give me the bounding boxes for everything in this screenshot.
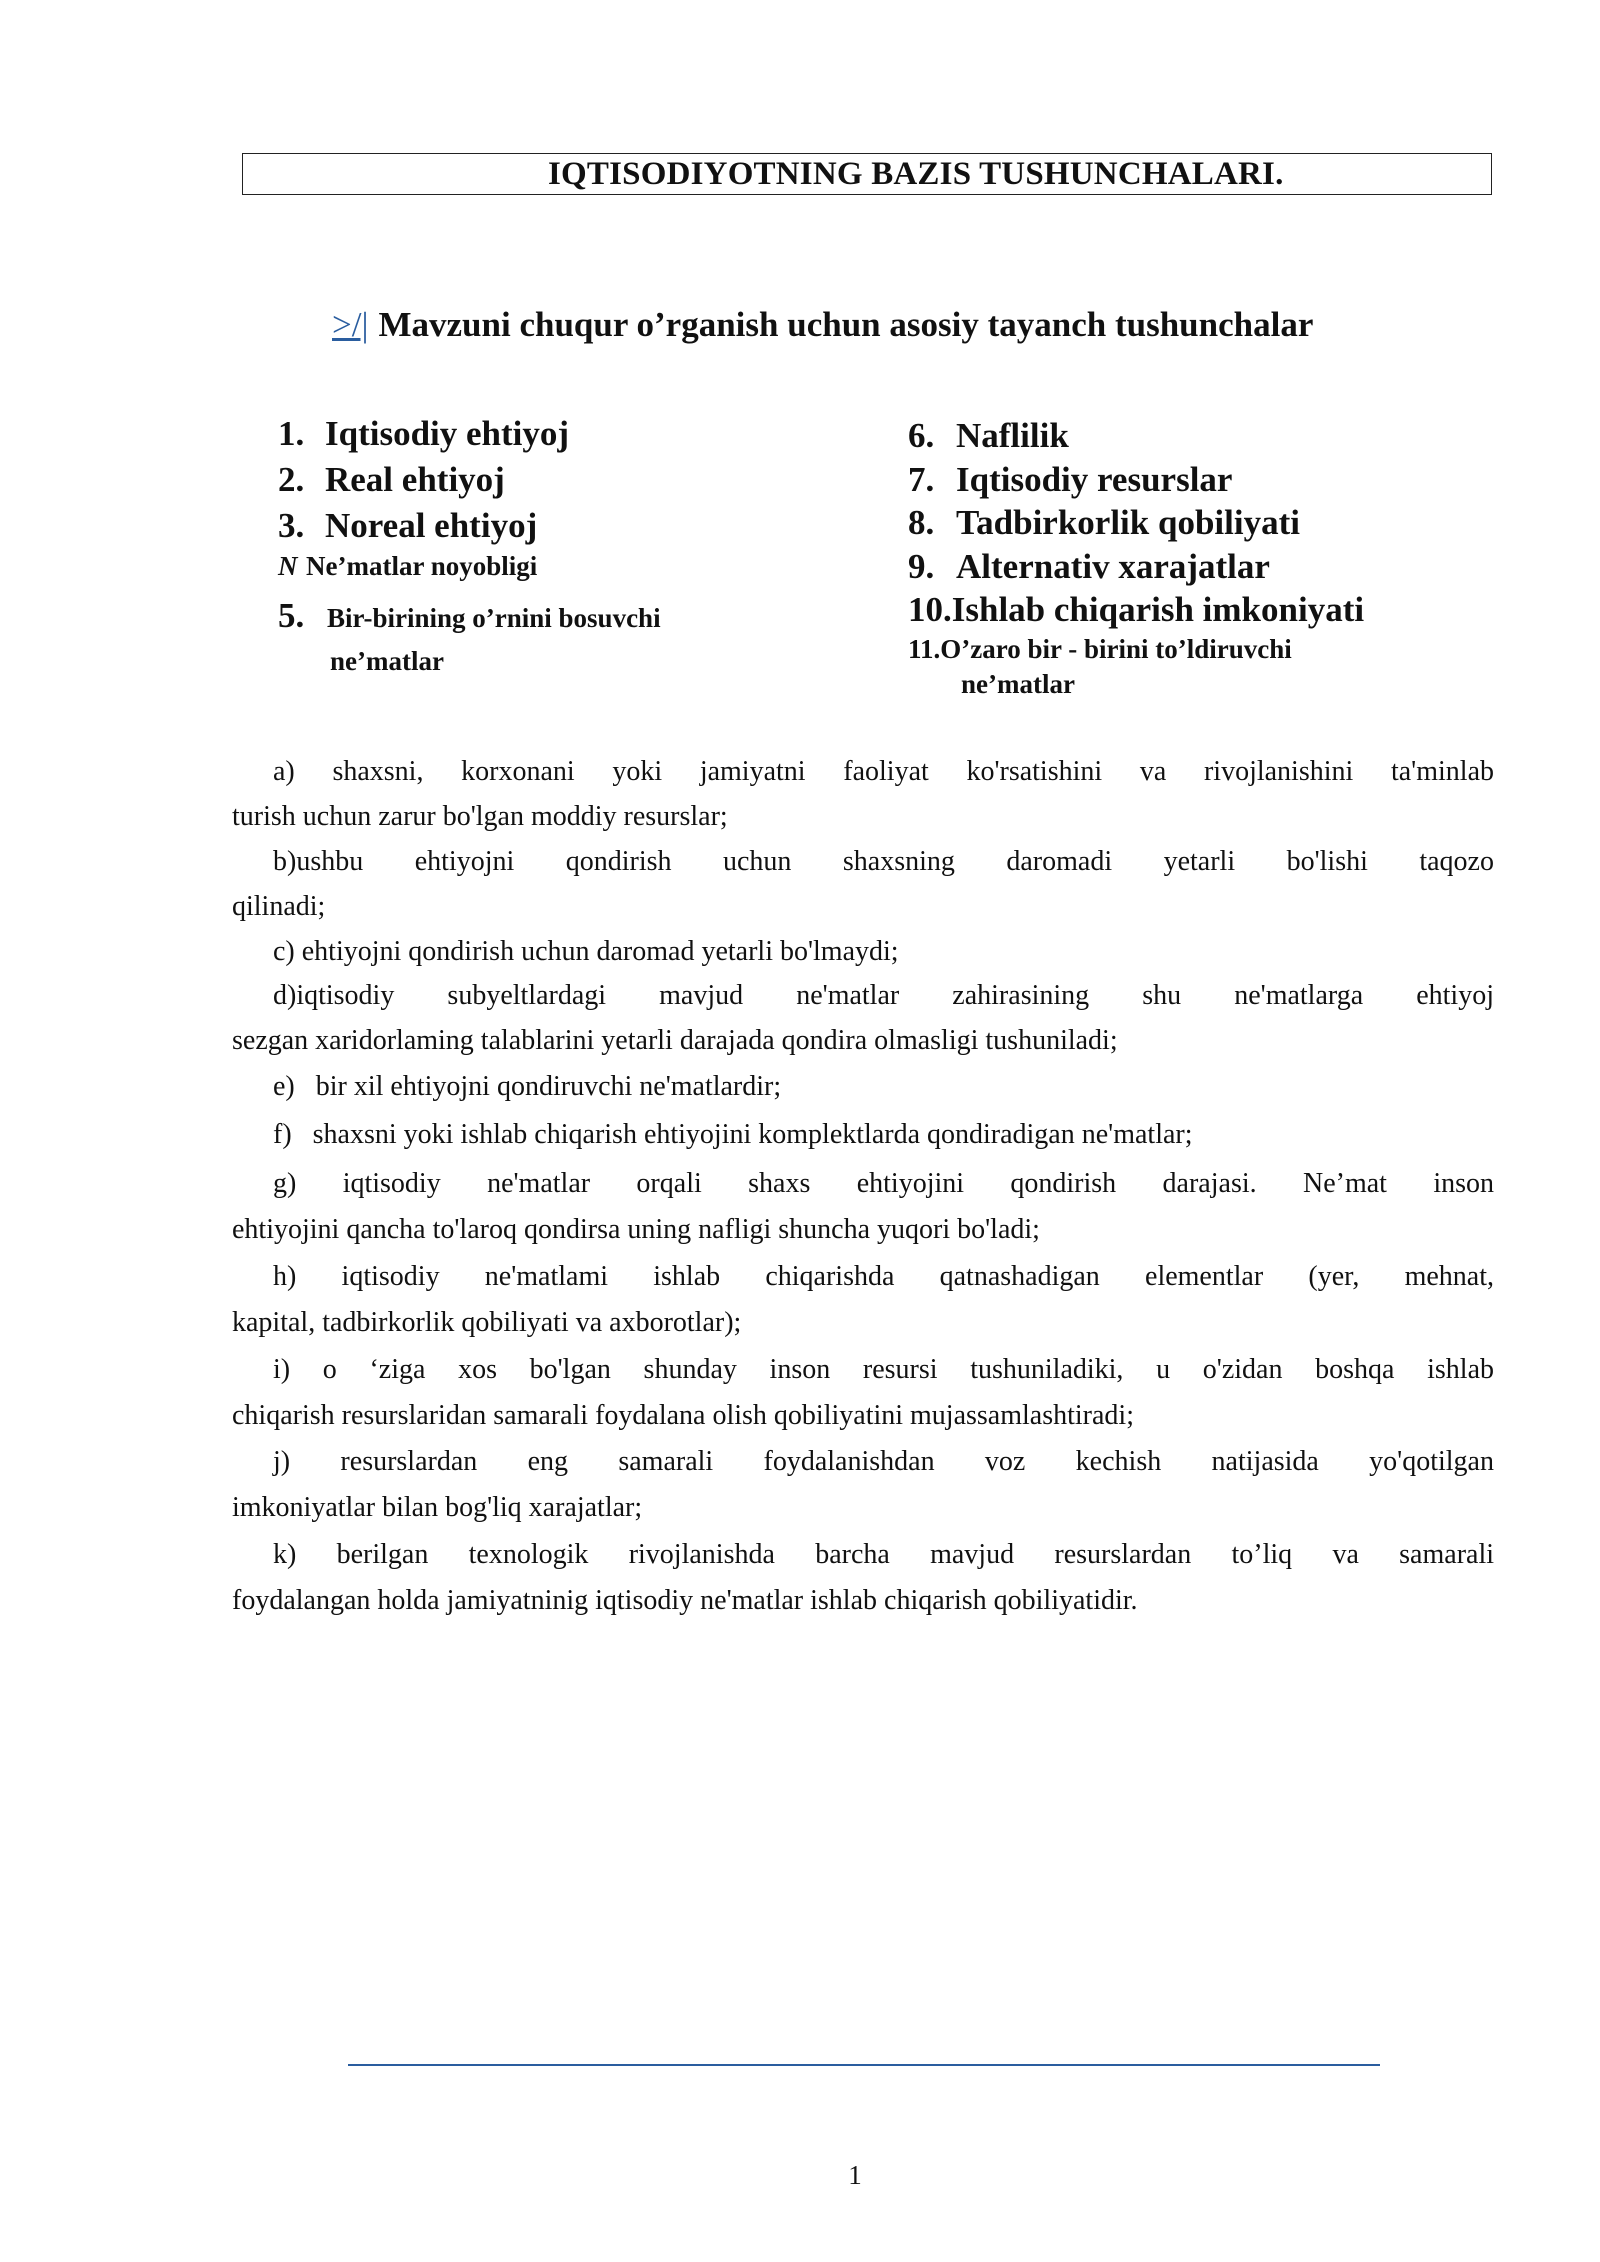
term-text: O’zaro bir - birini to’ldiruvchi [940,634,1292,664]
page-number: 1 [848,2160,862,2190]
term-text: Real ehtiyoj [325,460,505,499]
definition-line: imkoniyatlar bilan bog'liq xarajatlar; [232,1492,643,1523]
term-text: Iqtisodiy ehtiyoj [325,414,570,453]
definition-line: ehtiyojini qancha to'laroq qondirsa uning nafligi shuncha yuqori bo'ladi; [232,1214,1040,1245]
definition-line: g) iqtisodiy ne'matlar orqali shaxs ehtiyojini qondirish darajasi. Ne’mat inson [273,1168,1494,1199]
term-number: N [278,551,298,581]
page-title: IQTISODIYOTNING BAZIS TUSHUNCHALARI. [548,156,1284,192]
term-item [908,545,1270,589]
term-text: Naflilik [956,416,1069,455]
definition-line: foydalangan holda jamiyatninig iqtisodiy ne'matlar ishlab chiqarish qobiliyatidir. [232,1585,1138,1616]
term-item [278,548,537,584]
definition-line: e) bir xil ehtiyojni qondiruvchi ne'matlardir; [273,1071,782,1102]
term-number: 10. [908,590,952,629]
footer-divider [348,2064,1380,2066]
term-number: 8. [908,503,935,542]
term-item [908,458,1232,502]
term-item [278,457,505,503]
section-subtitle [332,300,1313,350]
term-text: Ne’matlar noyobligi [306,551,538,581]
term-item [278,503,537,549]
definition-line: a) shaxsni, korxonani yoki jamiyatni faoliyat ko'rsatishini va rivojlanishini ta'minlab [273,756,1494,787]
definition-line: chiqarish resurslaridan samarali foydalana olish qobiliyatini mujassamlashtiradi; [232,1400,1134,1431]
term-text: Bir-birining o’rnini bosuvchi [327,603,661,633]
term-number: 2. [278,460,305,499]
term-text: Noreal ehtiyoj [325,506,538,545]
term-number: 9. [908,547,935,586]
term-text: Tadbirkorlik qobiliyati [956,503,1300,542]
definition-line: k) berilgan texnologik rivojlanishda barcha mavjud resurslardan to’liq va samarali [273,1539,1494,1570]
definition-line: c) ehtiyojni qondirish uchun daromad yetarli bo'lmaydi; [273,936,899,967]
term-number: 1. [278,414,305,453]
definition-line: i) o ‘ziga xos bo'lgan shunday inson resursi tushuniladiki, u o'zidan boshqa ishlab [273,1354,1494,1385]
definition-line: f) shaxsni yoki ishlab chiqarish ehtiyojini komplektlarda qondiradigan ne'matlar; [273,1119,1193,1150]
term-number: 5. [278,596,305,635]
term-continuation: ne’matlar [961,669,1075,699]
definition-line: h) iqtisodiy ne'matlami ishlab chiqarishda qatnashadigan elementlar (yer, mehnat, [273,1261,1494,1292]
term-item [278,598,661,636]
term-text: Alternativ xarajatlar [956,547,1270,586]
term-text: Ishlab chiqarish imkoniyati [951,590,1365,629]
term-item [908,414,1069,458]
definition-line: d)iqtisodiy subyeltlardagi mavjud ne'matlar zahirasining shu ne'matlarga ehtiyoj [273,980,1494,1011]
term-item [908,588,1364,632]
term-continuation: ne’matlar [330,646,444,676]
term-item [908,501,1300,545]
term-number: 3. [278,506,305,545]
definition-line: b)ushbu ehtiyojni qondirish uchun shaxsning daromadi yetarli bo'lishi taqozo [273,846,1494,877]
term-item [908,632,1292,666]
definition-line: kapital, tadbirkorlik qobiliyati va axborotlar); [232,1307,742,1338]
term-number: 6. [908,416,935,455]
term-text: Iqtisodiy resurslar [956,460,1233,499]
subtitle-marker: >/| [332,305,369,344]
definition-line: turish uchun zarur bo'lgan moddiy resurslar; [232,801,728,832]
definition-line: sezgan xaridorlaming talablarini yetarli darajada qondira olmasligi tushuniladi; [232,1025,1118,1056]
definition-line: j) resurslardan eng samarali foydalanishdan voz kechish natijasida yo'qotilgan [273,1446,1494,1477]
term-number: 7. [908,460,935,499]
term-number: 11. [908,634,941,664]
term-item [278,411,569,457]
subtitle-text: Mavzuni chuqur o’rganish uchun asosiy tayanch tushunchalar [378,305,1314,344]
definition-line: qilinadi; [232,891,326,922]
